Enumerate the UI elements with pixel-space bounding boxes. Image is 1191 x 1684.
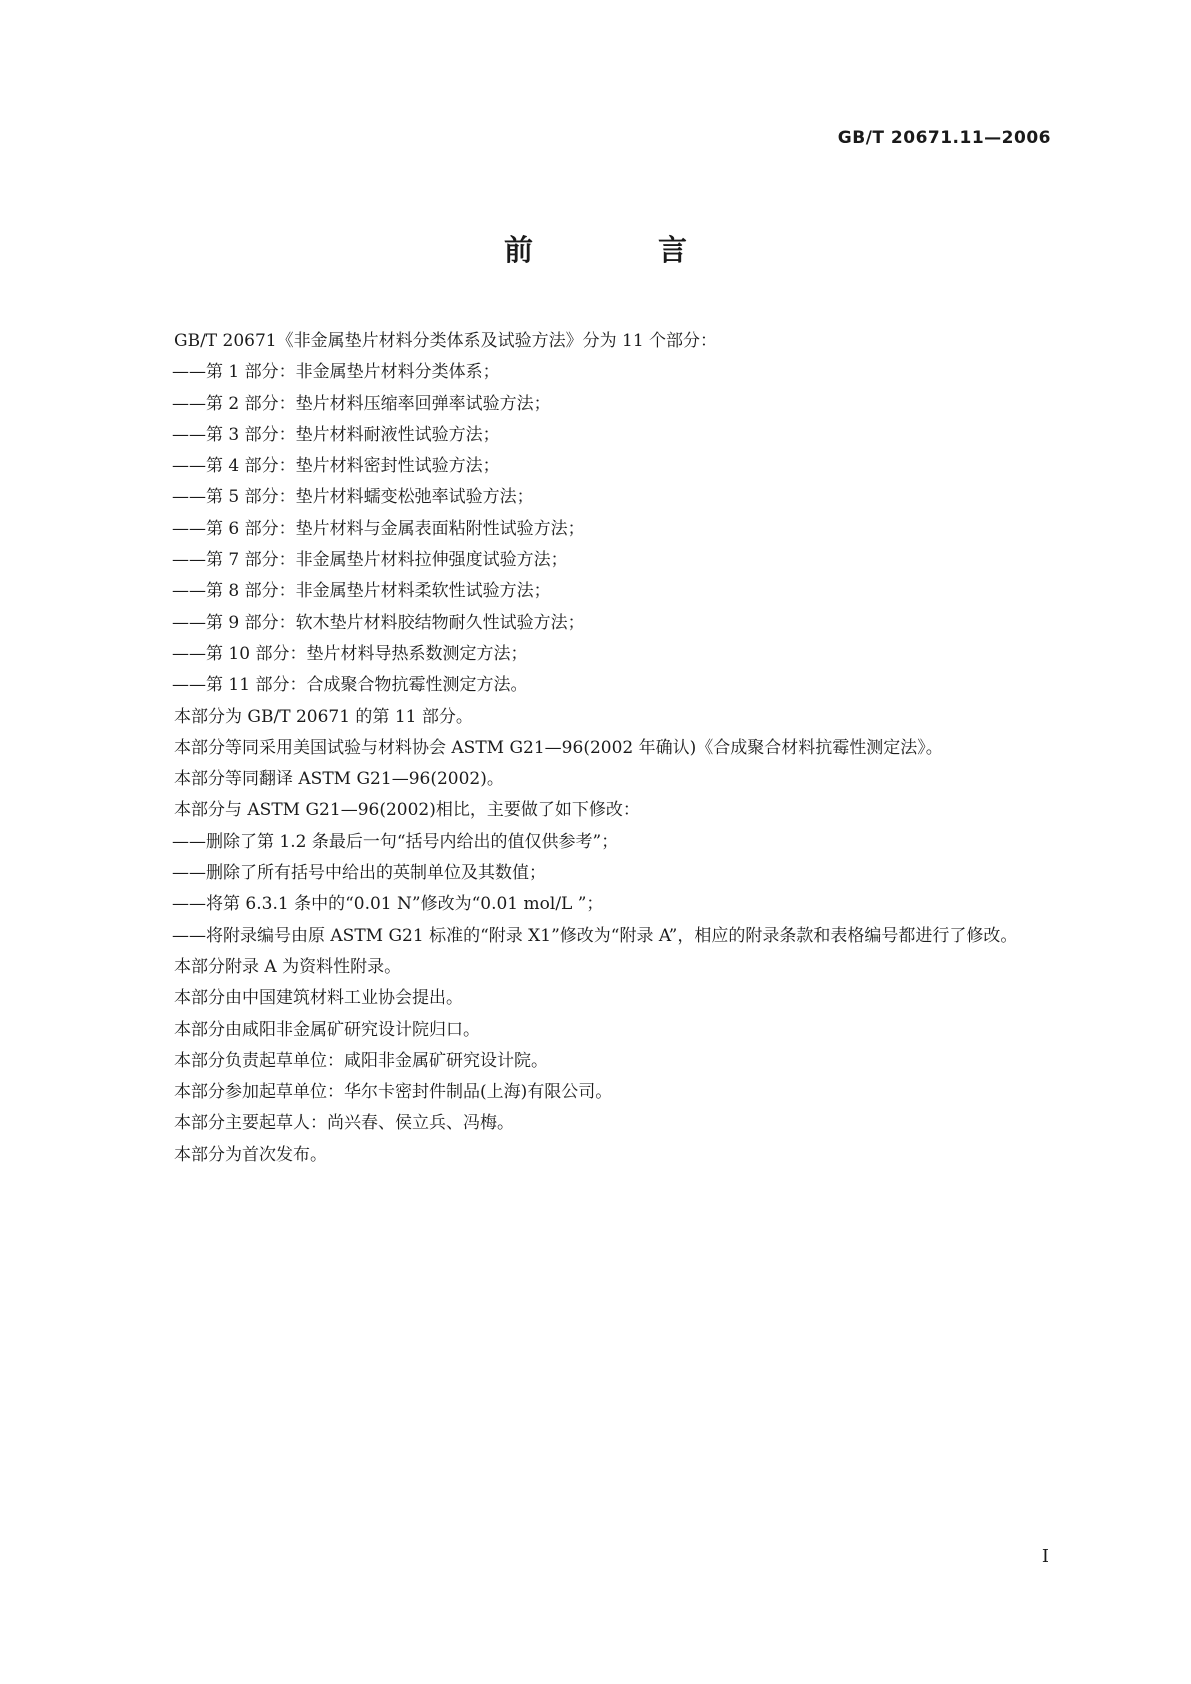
list-item: ——将附录编号由原 ASTM G21 标准的“附录 X1”修改为“附录 A”，相应的附录条款和表格编号都进行了修改。 (172, 925, 1018, 946)
list-item: ——将第 6.3.1 条中的“0.01 N”修改为“0.01 mol/L ”； (172, 894, 604, 915)
list-item: ——第 5 部分：垫片材料蠕变松弛率试验方法； (172, 487, 534, 508)
list-item: ——第 2 部分：垫片材料压缩率回弹率试验方法； (172, 393, 551, 414)
first-release-paragraph: 本部分为首次发布。 (174, 1144, 327, 1165)
list-item: ——第 10 部分：垫片材料导热系数测定方法； (172, 643, 528, 664)
centralized-by-paragraph: 本部分由咸阳非金属矿研究设计院归口。 (174, 1019, 480, 1040)
page-title: 前 言 (503, 233, 735, 267)
adoption-paragraph: 本部分等同采用美国试验与材料协会 ASTM G21—96(2002 年确认)《合成聚合材料抗霉性测定法》。 (174, 737, 943, 758)
list-item: ——删除了所有括号中给出的英制单位及其数值； (172, 863, 546, 884)
changes-list (134, 827, 1060, 952)
annex-paragraph: 本部分附录 A 为资料性附录。 (174, 956, 402, 977)
list-item: ——第 1 部分：非金属垫片材料分类体系； (172, 362, 500, 383)
list-item: ——第 8 部分：非金属垫片材料柔软性试验方法； (172, 581, 551, 602)
list-item: ——第 11 部分：合成聚合物抗霉性测定方法。 (172, 675, 528, 696)
list-item: ——第 7 部分：非金属垫片材料拉伸强度试验方法； (172, 550, 568, 571)
list-item: ——第 6 部分：垫片材料与金属表面粘附性试验方法； (172, 518, 585, 539)
translation-paragraph: 本部分等同翻译 ASTM G21—96(2002)。 (174, 769, 504, 790)
standard-code: GB/T 20671.11—2006 (837, 128, 1051, 148)
proposer-paragraph: 本部分由中国建筑材料工业协会提出。 (174, 988, 463, 1009)
list-item: ——第 9 部分：软木垫片材料胶结物耐久性试验方法； (172, 612, 585, 633)
foreword-body (134, 326, 1060, 1171)
participating-unit-paragraph: 本部分参加起草单位：华尔卡密封件制品(上海)有限公司。 (174, 1082, 613, 1103)
intro-paragraph: GB/T 20671《非金属垫片材料分类体系及试验方法》分为 11 个部分： (174, 331, 718, 351)
part-of-paragraph: 本部分为 GB/T 20671 的第 11 部分。 (174, 706, 473, 727)
list-item: ——第 4 部分：垫片材料密封性试验方法； (172, 456, 500, 477)
drafting-unit-paragraph: 本部分负责起草单位：咸阳非金属矿研究设计院。 (174, 1050, 548, 1071)
parts-list (134, 357, 1060, 701)
page-number: I (1041, 1546, 1049, 1567)
list-item: ——第 3 部分：垫片材料耐液性试验方法； (172, 424, 500, 445)
drafters-paragraph: 本部分主要起草人：尚兴春、侯立兵、冯梅。 (174, 1113, 514, 1134)
list-item: ——删除了第 1.2 条最后一句“括号内给出的值仅供参考”； (172, 831, 619, 852)
changes-paragraph: 本部分与 ASTM G21—96(2002)相比，主要做了如下修改： (174, 800, 640, 821)
